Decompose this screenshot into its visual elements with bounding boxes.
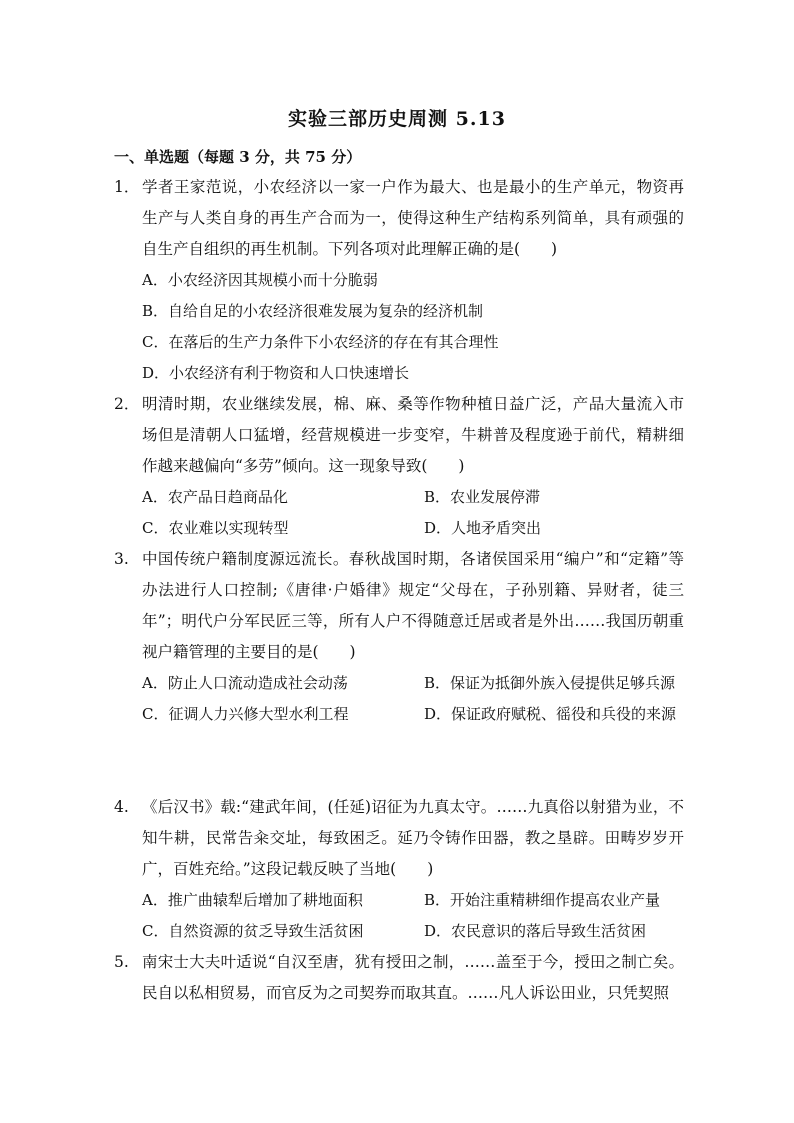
option-d[interactable]: D．小农经济有利于物资和人口快速增长: [142, 364, 410, 382]
question-number: 1．: [114, 178, 140, 196]
option-a[interactable]: A．农产品日趋商品化: [142, 488, 288, 506]
question-5: [114, 947, 684, 1009]
question-stem: 中国传统户籍制度源远流长。春秋战国时期，各诸侯国采用“编户”和“定籍”等办法进行人口控制;《唐律·户婚律》规定“父母在，子孙别籍、异财者，徒三年”；明代户分军民匠三等，所有人户不得随意迁居或者是外出……我国历朝重视户籍管理的主要目的是( ): [142, 550, 684, 661]
question-number: 5.: [114, 953, 129, 971]
option-d[interactable]: D．人地矛盾突出: [424, 519, 542, 537]
option-c[interactable]: C．农业难以实现转型: [142, 519, 289, 537]
question-2: [114, 389, 684, 544]
option-b[interactable]: B．开始注重精耕细作提高农业产量: [424, 891, 661, 909]
option-d[interactable]: D．保证政府赋税、徭役和兵役的来源: [424, 705, 677, 723]
options-list: [142, 482, 684, 544]
options-list: [142, 885, 684, 947]
section-heading: 一、单选题（每题 3 分，共 75 分）: [114, 148, 362, 166]
options-list: [142, 265, 684, 389]
option-c[interactable]: C．自然资源的贫乏导致生活贫困: [142, 922, 364, 940]
option-a[interactable]: A．小农经济因其规模小而十分脆弱: [142, 271, 378, 289]
question-stem: 学者王家范说，小农经济以一家一户作为最大、也是最小的生产单元，物资再生产与人类自身的再生产合而为一，使得这种生产结构系列简单，具有顽强的自生产自组织的再生机制。下列各项对此理解正确的是( ): [142, 178, 684, 258]
option-c[interactable]: C．征调人力兴修大型水利工程: [142, 705, 349, 723]
option-c[interactable]: C．在落后的生产力条件下小农经济的存在有其合理性: [142, 333, 499, 351]
option-b[interactable]: B．保证为抵御外族入侵提供足够兵源: [424, 674, 676, 692]
option-b[interactable]: B．自给自足的小农经济很难发展为复杂的经济机制: [142, 302, 484, 320]
option-a[interactable]: A．推广曲辕犁后增加了耕地面积: [142, 891, 363, 909]
question-number: 4.: [114, 798, 129, 816]
question-stem: 《后汉书》载:“建武年间，(任延)诏征为九真太守。……九真俗以射猎为业，不知牛耕，民常告籴交址，每致困乏。延乃令铸作田器，教之垦辟。田畴岁岁开广，百姓充给。”这段记载反映了当地( ): [142, 798, 684, 878]
question-number: 3.: [114, 550, 129, 568]
question-4: [114, 792, 684, 947]
question-stem: 南宋士大夫叶适说“自汉至唐，犹有授田之制，……盖至于今，授田之制亡矣。民自以私相贸易，而官反为之司契券而取其直。……凡人诉讼田业，只凭契照: [142, 953, 684, 1002]
option-a[interactable]: A．防止人口流动造成社会动荡: [142, 674, 348, 692]
question-number: 2．: [114, 395, 140, 413]
options-list: [142, 668, 684, 730]
option-d[interactable]: D．农民意识的落后导致生活贫困: [424, 922, 647, 940]
option-b[interactable]: B．农业发展停滞: [424, 488, 541, 506]
page-title: 实验三部历史周测 5.13: [288, 108, 506, 130]
question-1: [114, 172, 684, 389]
question-stem: 明清时期，农业继续发展，棉、麻、桑等作物种植日益广泛，产品大量流入市场但是清朝人口猛增，经营规模进一步变窄，牛耕普及程度逊于前代，精耕细作越来越偏向“多劳”倾向。这一现象导致( ): [142, 395, 684, 475]
question-3: [114, 544, 684, 730]
